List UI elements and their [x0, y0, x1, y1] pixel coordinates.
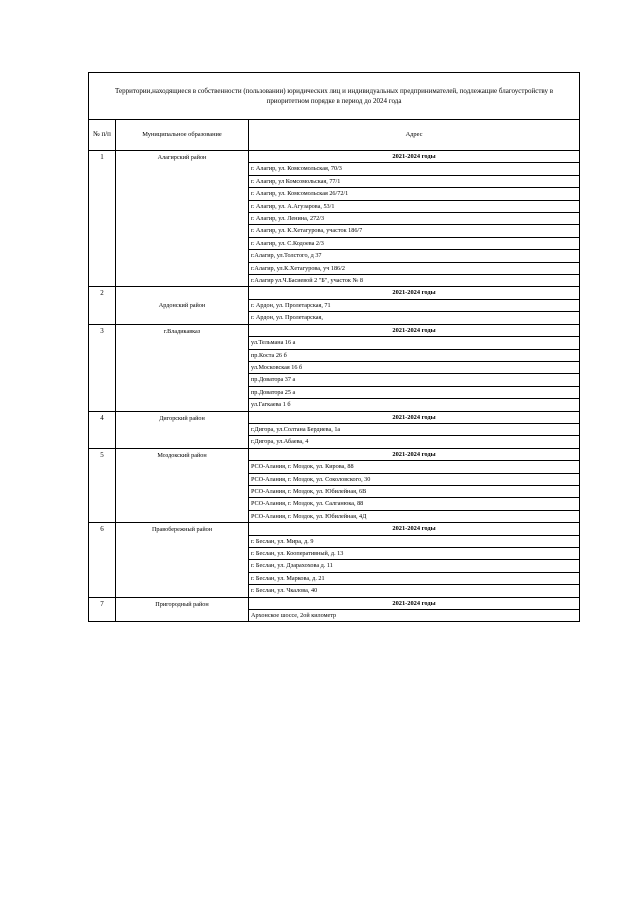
address-cell: ул.Московская 16 б [249, 361, 580, 373]
municipality-name: Пригородный район [116, 597, 249, 622]
table-body [89, 73, 580, 622]
municipality-name: Алагирский район [116, 151, 249, 287]
group-row [89, 597, 580, 609]
address-cell: пр.Коста 26 б [249, 349, 580, 361]
address-cell: ул.Гагкаева 1 б [249, 399, 580, 411]
year-label: 2021-2024 годы [249, 324, 580, 336]
group-row [89, 287, 580, 299]
address-cell: РСО-Алания, г. Моздок, ул. Соколовского, 30 [249, 473, 580, 485]
address-cell: г.Дигора, ул.Абаева, 4 [249, 436, 580, 448]
group-row [89, 324, 580, 336]
year-label: 2021-2024 годы [249, 448, 580, 460]
row-number: 7 [89, 597, 116, 622]
header-row [89, 120, 580, 151]
address-cell: г. Ардон, ул. Пролетарская, [249, 312, 580, 324]
group-row [89, 523, 580, 535]
address-cell: Архонское шоссе, 2ой километр [249, 610, 580, 622]
municipality-name: Ардонский район [116, 287, 249, 324]
address-cell: г.Алагир, ул.К.Хетагурова, уч 186/2 [249, 262, 580, 274]
address-cell: г. Беслан, ул. Дзарахохова д. 11 [249, 560, 580, 572]
address-cell: г.Алагир ул.Ч.Басиевой 2 "Б", участок № 8 [249, 275, 580, 287]
row-number: 4 [89, 411, 116, 448]
address-cell: РСО-Алания, г. Моздок, ул. Юбилейная, 6В [249, 485, 580, 497]
municipality-name: Правобережный район [116, 523, 249, 597]
header-num: № п/п [89, 120, 116, 151]
row-number: 1 [89, 151, 116, 287]
address-cell: г. Алагир, ул. Ленина, 272/3 [249, 213, 580, 225]
address-cell: г. Алагир, ул. Комсомольская 26/72/1 [249, 188, 580, 200]
address-cell: г. Беслан, ул. Кооперативный, д. 13 [249, 548, 580, 560]
year-label: 2021-2024 годы [249, 597, 580, 609]
address-cell: г. Алагир, ул. С.Кодоева 2/3 [249, 237, 580, 249]
document-sheet [88, 72, 579, 622]
row-number: 5 [89, 448, 116, 522]
year-label: 2021-2024 годы [249, 523, 580, 535]
title-row [89, 73, 580, 120]
header-municipality: Муниципальное образование [116, 120, 249, 151]
address-cell: РСО-Алания, г. Моздок, ул. Салганюка, 88 [249, 498, 580, 510]
address-cell: г. Алагир, ул. К.Хетагурова, участок 186/7 [249, 225, 580, 237]
group-row [89, 448, 580, 460]
municipality-name: Дигорский район [116, 411, 249, 448]
address-cell: г. Беслан, ул. Чкалова, 40 [249, 585, 580, 597]
row-number: 2 [89, 287, 116, 324]
header-address: Адрес [249, 120, 580, 151]
year-label: 2021-2024 годы [249, 411, 580, 423]
address-cell: г. Алагир, ул. Комсомольская, 70/3 [249, 163, 580, 175]
group-row [89, 151, 580, 163]
address-cell: пр.Доватора 25 а [249, 386, 580, 398]
row-number: 6 [89, 523, 116, 597]
row-number: 3 [89, 324, 116, 411]
address-cell: г. Алагир, ул. А.Агузарова, 53/1 [249, 200, 580, 212]
address-cell: пр.Доватора 37 а [249, 374, 580, 386]
municipality-name: г.Владикавказ [116, 324, 249, 411]
group-row [89, 411, 580, 423]
address-cell: РСО-Алания, г. Моздок, ул. Кирова, 88 [249, 461, 580, 473]
territories-table [88, 72, 580, 622]
address-cell: г. Беслан, ул. Мира, д. 9 [249, 535, 580, 547]
address-cell: г.Алагир, ул.Толстого, д 37 [249, 250, 580, 262]
document-title: Территории,находящиеся в собственности (пользовании) юридических лиц и индивидуальных предпринимателей, подлежащие благоустройству в приоритетном порядке в период до 2024 года [89, 73, 580, 120]
address-cell: г. Беслан, ул. Маркова, д. 21 [249, 572, 580, 584]
address-cell: г. Ардон, ул. Пролетарская, 71 [249, 299, 580, 311]
address-cell: г.Дигора, ул.Солтана Бердиева, 1а [249, 423, 580, 435]
address-cell: г. Алагир, ул Комсомольская, 77/1 [249, 175, 580, 187]
municipality-name: Моздокский район [116, 448, 249, 522]
address-cell: РСО-Алания, г. Моздок, ул. Юбилейная, 4Д [249, 510, 580, 522]
year-label: 2021-2024 годы [249, 287, 580, 299]
address-cell: ул.Тельмана 16 а [249, 337, 580, 349]
year-label: 2021-2024 годы [249, 151, 580, 163]
